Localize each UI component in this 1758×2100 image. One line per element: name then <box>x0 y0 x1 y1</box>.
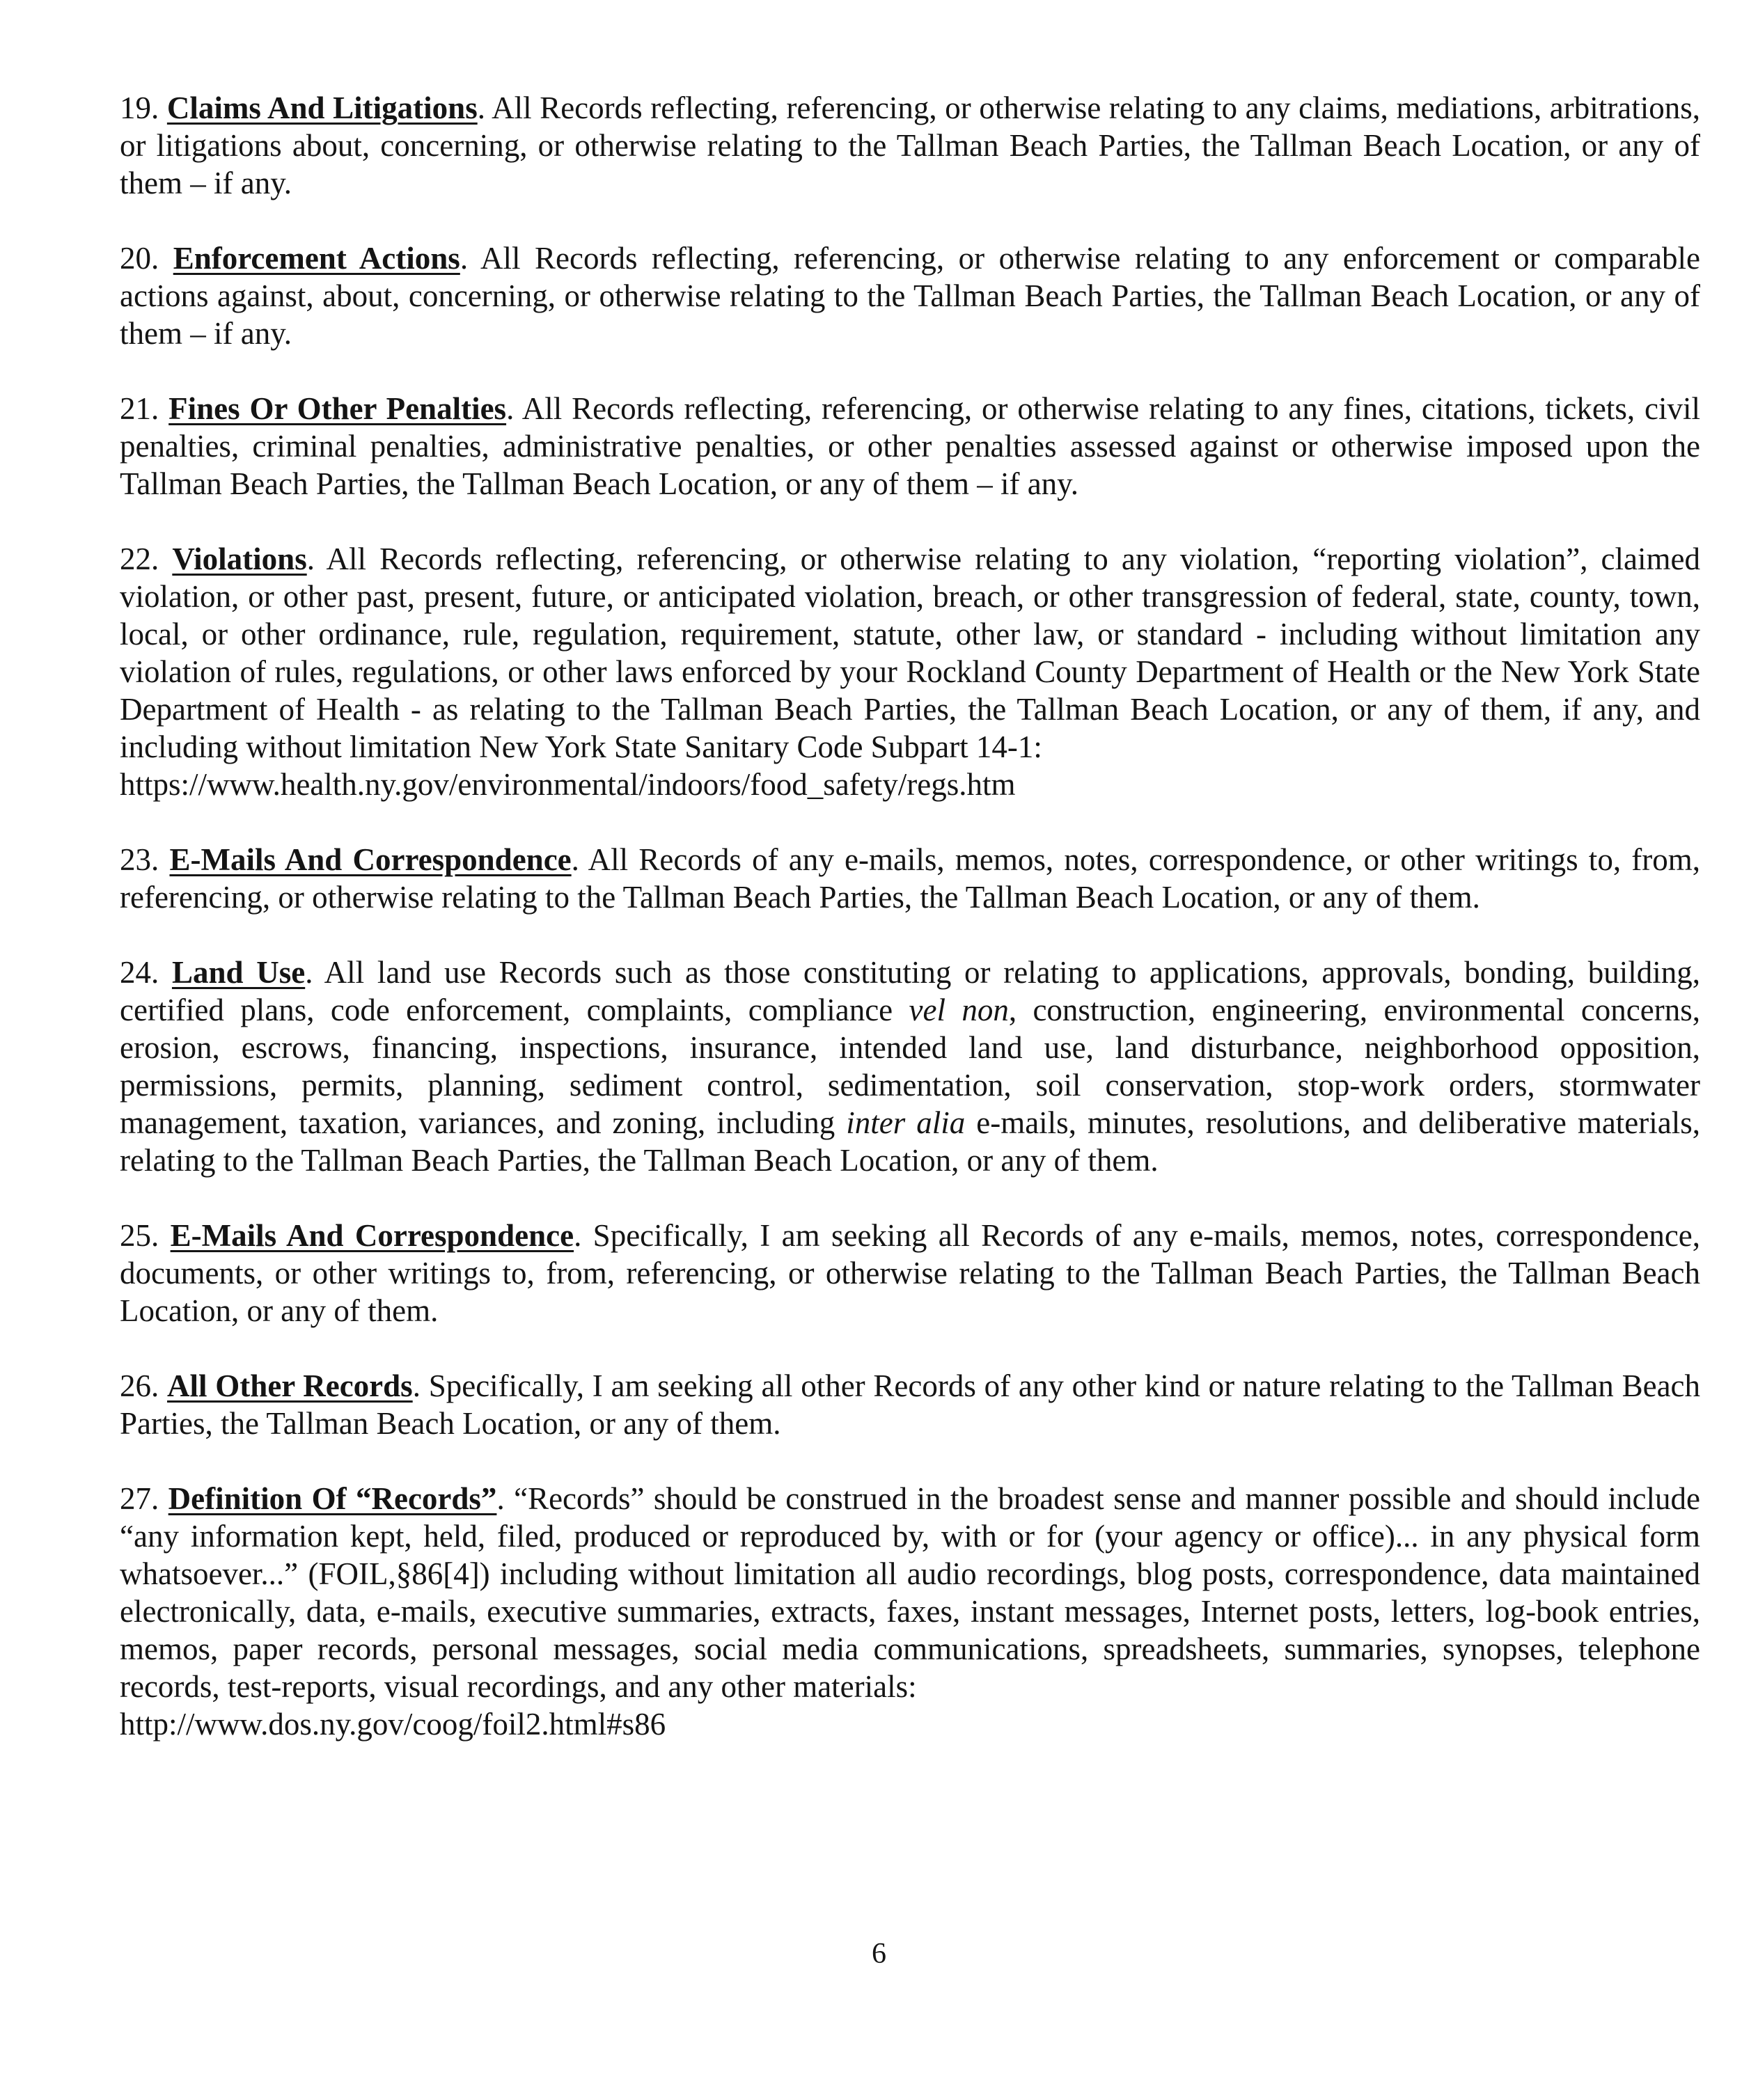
paragraph-text: . All land use Records such as those constituting or relating to applications, approvals, bonding, building, certified plans, code enforcement, complaints, compliance <box>120 955 1700 1027</box>
paragraph-number: 24. <box>120 955 159 990</box>
paragraph-heading: Definition Of “Records” <box>168 1481 497 1516</box>
paragraph-19 <box>120 89 1700 202</box>
health-regs-url: https://www.health.ny.gov/environmental/indoors/food_safety/regs.htm <box>120 767 1016 802</box>
paragraph-25 <box>120 1217 1700 1329</box>
paragraph-number: 25. <box>120 1218 159 1253</box>
paragraph-text: . “Records” should be construed in the broadest sense and manner possible and should include “any information kept, held, filed, produced or reproduced by, with or for (your agency or office)... in any physical form whatsoever...” (FOIL,§86[4]) including without limitation all audio recordings, blog posts, correspondence, data maintained electronically, data, e-mails, executive summaries, extracts, faxes, instant messages, Internet posts, letters, log-book entries, memos, paper records, personal messages, social media communications, spreadsheets, summaries, synopses, telephone records, test-reports, visual recordings, and any other materials: <box>120 1481 1700 1704</box>
paragraph-22 <box>120 540 1700 803</box>
paragraph-number: 27. <box>120 1481 159 1516</box>
paragraph-27 <box>120 1480 1700 1743</box>
paragraph-number: 23. <box>120 842 159 877</box>
paragraph-text: . All Records reflecting, referencing, or otherwise relating to any violation, “reporting violation”, claimed violation, or other past, present, future, or anticipated violation, breach, or other transgression of federal, state, county, town, local, or other ordinance, rule, regulation, requirement, statute, other law, or standard - including without limitation any violation of rules, regulations, or other laws enforced by your Rockland County Department of Health or the New York State Department of Health - as relating to the Tallman Beach Parties, the Tallman Beach Location, or any of them, if any, and including without limitation New York State Sanitary Code Subpart 14-1: <box>120 542 1700 764</box>
page-number: 6 <box>872 1938 886 1970</box>
paragraph-26 <box>120 1367 1700 1442</box>
paragraph-text: . All Records reflecting, referencing, or otherwise relating to any claims, mediations, arbitrations, or litigations about, concerning, or otherwise relating to the Tallman Beach Parties, the Tallman Beach Location, or any of them – if any. <box>120 90 1700 200</box>
italic-term: inter alia <box>846 1105 966 1140</box>
paragraph-24 <box>120 954 1700 1179</box>
paragraph-23 <box>120 841 1700 916</box>
paragraph-heading: E-Mails And Correspondence <box>170 1218 574 1253</box>
paragraph-text: . Specifically, I am seeking all other Records of any other kind or nature relating to the Tallman Beach Parties, the Tallman Beach Location, or any of them. <box>120 1368 1701 1441</box>
paragraph-number: 21. <box>120 391 159 426</box>
paragraph-number: 19. <box>120 90 159 125</box>
italic-term: vel non <box>909 993 1009 1027</box>
document-body <box>120 89 1700 1781</box>
paragraph-heading: E-Mails And Correspondence <box>169 842 572 877</box>
paragraph-heading: Enforcement Actions <box>173 241 460 276</box>
foil-url: http://www.dos.ny.gov/coog/foil2.html#s86 <box>120 1707 666 1742</box>
paragraph-text: . All Records of any e-mails, memos, notes, correspondence, or other writings to, from, referencing, or otherwise relating to the Tallman Beach Parties, the Tallman Beach Location, or any of them. <box>120 842 1701 915</box>
paragraph-text: , construction, engineering, environmental concerns, erosion, escrows, financing, inspections, insurance, intended land use, land disturbance, neighborhood opposition, permissions, permits, planning, sediment control, sedimentation, soil conservation, stop-work orders, stormwater management, taxation, variances, and zoning, including <box>120 993 1700 1140</box>
paragraph-heading: Claims And Litigations <box>166 90 478 125</box>
paragraph-20 <box>120 239 1700 352</box>
paragraph-text: . All Records reflecting, referencing, or otherwise relating to any enforcement or comparable actions against, about, concerning, or otherwise relating to the Tallman Beach Parties, the Tallman Beach Location, or any of them – if any. <box>120 241 1700 351</box>
paragraph-heading: All Other Records <box>167 1368 413 1403</box>
paragraph-heading: Violations <box>172 542 307 576</box>
paragraph-heading: Land Use <box>171 955 306 990</box>
paragraph-text: . All Records reflecting, referencing, or otherwise relating to any fines, citations, tickets, civil penalties, criminal penalties, administrative penalties, or other penalties assessed against or otherwise imposed upon the Tallman Beach Parties, the Tallman Beach Location, or any of them – if any. <box>120 391 1701 501</box>
paragraph-number: 22. <box>120 542 159 576</box>
paragraph-21 <box>120 390 1700 503</box>
paragraph-text: e-mails, minutes, resolutions, and deliberative materials, relating to the Tallman Beach Parties, the Tallman Beach Location, or any of them. <box>120 1105 1700 1178</box>
paragraph-number: 20. <box>120 241 159 276</box>
paragraph-number: 26. <box>120 1368 159 1403</box>
paragraph-heading: Fines Or Other Penalties <box>168 391 507 426</box>
paragraph-text: . Specifically, I am seeking all Records of any e-mails, memos, notes, correspondence, documents, or other writings to, from, referencing, or otherwise relating to the Tallman Beach Parties, the Tallman Beach Location, or any of them. <box>120 1218 1701 1328</box>
